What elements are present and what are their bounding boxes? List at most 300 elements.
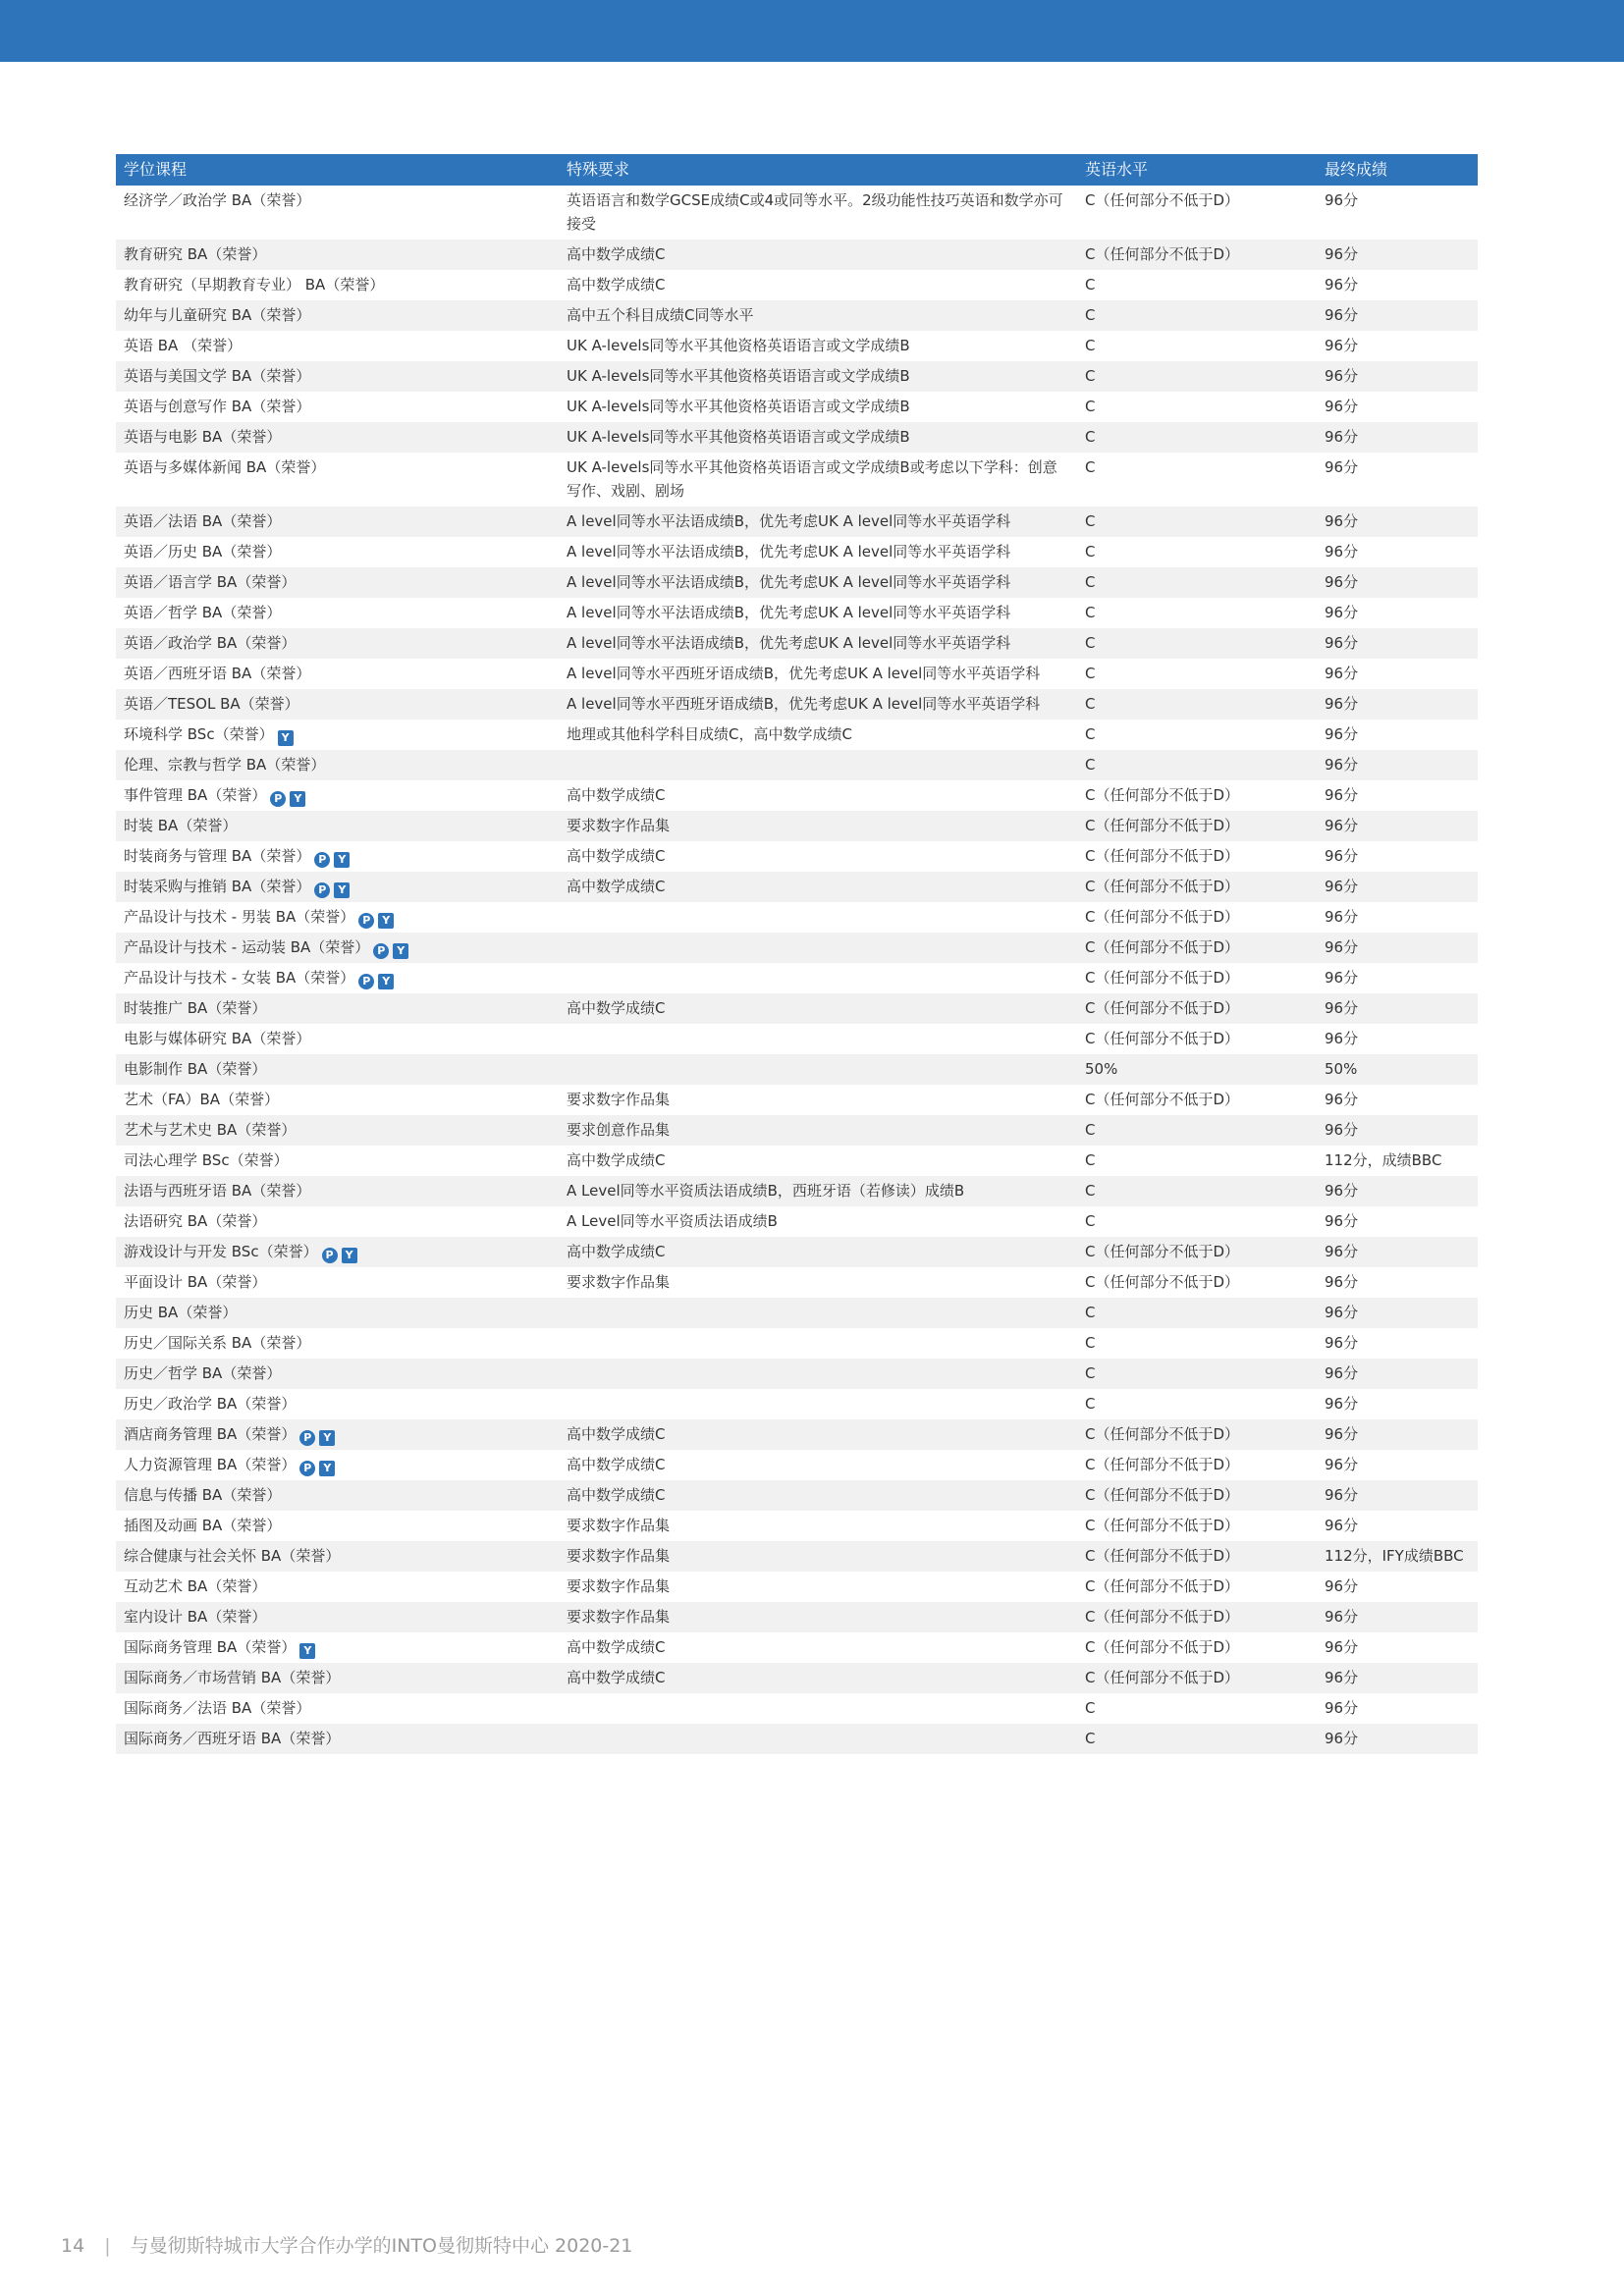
special-requirement-cell: A level同等水平法语成绩B，优先考虑UK A level同等水平英语学科: [567, 604, 1011, 621]
course-name: 时装商务与管理 BA（荣誉）: [124, 847, 311, 865]
course-name: 产品设计与技术 - 男装 BA（荣誉）: [124, 908, 355, 926]
course-name: 产品设计与技术 - 运动装 BA（荣誉）: [124, 938, 370, 956]
table-row: [116, 1024, 1478, 1054]
course-cell: [116, 1298, 559, 1328]
table-row: [116, 361, 1478, 392]
table-row: [116, 720, 1478, 750]
placement-p-icon: P: [358, 913, 374, 929]
english-level-cell: C（任何部分不低于D）: [1077, 1663, 1317, 1693]
special-requirement-cell: A level同等水平法语成绩B，优先考虑UK A level同等水平英语学科: [559, 507, 1077, 537]
special-requirement-cell: 高中数学成绩C: [559, 1237, 1077, 1267]
english-level-cell: C: [1077, 361, 1317, 392]
table-row: [116, 689, 1478, 720]
final-grade-cell: 96分: [1317, 240, 1478, 270]
final-grade-cell: 96分: [1325, 398, 1359, 415]
placement-p-icon: P: [314, 852, 330, 868]
table-row: [116, 270, 1478, 300]
course-cell: [116, 1389, 559, 1419]
final-grade-cell: 96分: [1325, 1456, 1359, 1473]
table-row: [116, 537, 1478, 567]
course-name: 教育研究（早期教育专业） BA（荣誉）: [124, 276, 385, 294]
table-row: [116, 598, 1478, 628]
course-name: 综合健康与社会关怀 BA（荣誉）: [124, 1547, 341, 1565]
english-level-cell: C（任何部分不低于D）: [1077, 1602, 1317, 1632]
final-grade-cell: 96分: [1317, 1115, 1478, 1146]
placement-y-icon: Y: [378, 913, 394, 929]
final-grade-cell: 96分: [1325, 1517, 1359, 1534]
course-cell: [116, 453, 559, 507]
english-level-cell: C（任何部分不低于D）: [1085, 786, 1240, 804]
special-requirement-cell: 高中数学成绩C: [567, 786, 666, 804]
special-requirement-cell: UK A-levels同等水平其他资格英语语言或文学成绩B或考虑以下学科：创意写作、戏剧、剧场: [567, 458, 1057, 500]
final-grade-cell: 96分: [1325, 1334, 1359, 1352]
course-cell: [116, 1511, 559, 1541]
table-header-row: [116, 154, 1478, 186]
final-grade-cell: 96分: [1317, 1419, 1478, 1450]
english-level-cell: C（任何部分不低于D）: [1077, 933, 1317, 963]
placement-p-icon: P: [299, 1461, 315, 1476]
table-row: [116, 841, 1478, 872]
table-body: [116, 186, 1478, 1754]
table-row: [116, 567, 1478, 598]
table-row: [116, 1359, 1478, 1389]
table-row: [116, 1450, 1478, 1480]
placement-y-icon: Y: [290, 791, 305, 807]
special-requirement-cell: [559, 1389, 1077, 1419]
english-level-cell: C（任何部分不低于D）: [1085, 1091, 1240, 1108]
placement-p-icon: P: [358, 974, 374, 989]
final-grade-cell: 96分: [1317, 567, 1478, 598]
special-requirement-cell: 高中数学成绩C: [559, 240, 1077, 270]
header-course: 学位课程: [116, 154, 559, 186]
table-row: [116, 1298, 1478, 1328]
course-name: 英语 BA （荣誉）: [124, 337, 243, 354]
final-grade-cell: 96分: [1317, 628, 1478, 659]
course-name: 历史／国际关系 BA（荣誉）: [124, 1334, 311, 1352]
final-grade-cell: 96分: [1317, 1663, 1478, 1693]
placement-p-icon: P: [314, 882, 330, 898]
english-level-cell: C: [1077, 1724, 1317, 1754]
course-cell: [116, 1663, 559, 1693]
table-row: [116, 1572, 1478, 1602]
final-grade-cell: 96分: [1325, 543, 1359, 561]
special-requirement-cell: 要求数字作品集: [559, 811, 1077, 841]
table-row: [116, 1328, 1478, 1359]
english-level-cell: C: [1085, 337, 1096, 354]
english-level-cell: C（任何部分不低于D）: [1077, 1237, 1317, 1267]
english-level-cell: C（任何部分不低于D）: [1077, 1480, 1317, 1511]
placement-p-icon: P: [322, 1248, 338, 1263]
course-cell: [116, 1267, 559, 1298]
special-requirement-cell: 高中数学成绩C: [559, 1663, 1077, 1693]
english-level-cell: C（任何部分不低于D）: [1077, 240, 1317, 270]
final-grade-cell: 96分: [1325, 337, 1359, 354]
placement-p-icon: P: [373, 943, 389, 959]
course-cell: [116, 659, 559, 689]
table-row: [116, 811, 1478, 841]
table-row: [116, 1237, 1478, 1267]
special-requirement-cell: [559, 1054, 1077, 1085]
final-grade-cell: 96分: [1325, 191, 1359, 209]
course-name: 游戏设计与开发 BSc（荣誉）: [124, 1243, 318, 1260]
course-cell: [116, 1146, 559, 1176]
course-name: 平面设计 BA（荣誉）: [124, 1273, 267, 1291]
english-level-cell: C（任何部分不低于D）: [1085, 969, 1240, 987]
course-name: 时装 BA（荣誉）: [124, 817, 238, 834]
table-row: [116, 872, 1478, 902]
table-row: [116, 963, 1478, 993]
special-requirement-cell: 要求创意作品集: [559, 1115, 1077, 1146]
special-requirement-cell: UK A-levels同等水平其他资格英语语言或文学成绩B: [567, 337, 910, 354]
table-row: [116, 1054, 1478, 1085]
special-requirement-cell: A level同等水平西班牙语成绩B，优先考虑UK A level同等水平英语学科: [559, 689, 1077, 720]
final-grade-cell: 96分: [1325, 276, 1359, 294]
course-name: 艺术（FA）BA（荣誉）: [124, 1091, 280, 1108]
english-level-cell: C: [1077, 300, 1317, 331]
placement-y-icon: Y: [378, 974, 394, 989]
placement-y-icon: Y: [342, 1248, 357, 1263]
english-level-cell: C（任何部分不低于D）: [1085, 191, 1240, 209]
course-cell: [116, 1237, 559, 1267]
course-cell: [116, 1359, 559, 1389]
english-level-cell: C（任何部分不低于D）: [1077, 1419, 1317, 1450]
course-name: 英语／哲学 BA（荣誉）: [124, 604, 282, 621]
course-name: 法语研究 BA（荣誉）: [124, 1212, 267, 1230]
table-row: [116, 1267, 1478, 1298]
course-name: 司法心理学 BSc（荣誉）: [124, 1151, 289, 1169]
placement-y-icon: Y: [393, 943, 408, 959]
english-level-cell: C: [1085, 604, 1096, 621]
course-name: 产品设计与技术 - 女装 BA（荣誉）: [124, 969, 355, 987]
final-grade-cell: 96分: [1325, 725, 1359, 743]
placement-y-icon: Y: [334, 852, 350, 868]
course-cell: [116, 1328, 559, 1359]
english-level-cell: C: [1077, 422, 1317, 453]
course-cell: [116, 872, 559, 902]
special-requirement-cell: 英语语言和数学GCSE成绩C或4或同等水平。2级功能性技巧英语和数学亦可接受: [567, 191, 1063, 233]
special-requirement-cell: 要求数字作品集: [567, 1091, 671, 1108]
course-cell: [116, 1206, 559, 1237]
course-cell: [116, 902, 559, 933]
placement-y-icon: Y: [319, 1461, 335, 1476]
special-requirement-cell: A level同等水平法语成绩B，优先考虑UK A level同等水平英语学科: [559, 628, 1077, 659]
course-cell: [116, 1085, 559, 1115]
course-cell: [116, 537, 559, 567]
special-requirement-cell: [559, 1298, 1077, 1328]
course-cell: [116, 1480, 559, 1511]
course-name: 教育研究 BA（荣誉）: [124, 245, 267, 263]
course-name: 英语／语言学 BA（荣誉）: [124, 573, 297, 591]
special-requirement-cell: A Level同等水平资质法语成绩B: [567, 1212, 778, 1230]
english-level-cell: C: [1085, 1395, 1096, 1413]
final-grade-cell: 96分: [1325, 969, 1359, 987]
english-level-cell: C: [1077, 689, 1317, 720]
top-banner: [0, 0, 1624, 62]
final-grade-cell: 112分，IFY成绩BBC: [1317, 1541, 1478, 1572]
table-row: [116, 331, 1478, 361]
final-grade-cell: 96分: [1317, 1298, 1478, 1328]
footer-separator: |: [104, 2235, 111, 2257]
final-grade-cell: 96分: [1317, 1724, 1478, 1754]
final-grade-cell: 96分: [1317, 933, 1478, 963]
final-grade-cell: 50%: [1317, 1054, 1478, 1085]
final-grade-cell: 96分: [1325, 847, 1359, 865]
course-cell: [116, 1115, 559, 1146]
table-row: [116, 628, 1478, 659]
english-level-cell: C（任何部分不低于D）: [1085, 1456, 1240, 1473]
header-final-grade: 最终成绩: [1317, 154, 1478, 186]
course-name: 时装采购与推销 BA（荣誉）: [124, 878, 311, 895]
special-requirement-cell: A Level同等水平资质法语成绩B，西班牙语（若修读）成绩B: [559, 1176, 1077, 1206]
course-name: 英语／法语 BA（荣誉）: [124, 512, 282, 530]
course-name: 国际商务／市场营销 BA（荣誉）: [124, 1669, 341, 1686]
course-cell: [116, 1419, 559, 1450]
table-row: [116, 1663, 1478, 1693]
course-cell: [116, 1724, 559, 1754]
special-requirement-cell: A level同等水平法语成绩B，优先考虑UK A level同等水平英语学科: [559, 567, 1077, 598]
course-cell: [116, 240, 559, 270]
english-level-cell: C（任何部分不低于D）: [1085, 1030, 1240, 1047]
course-cell: [116, 507, 559, 537]
footer-title: 与曼彻斯特城市大学合作办学的INTO曼彻斯特中心 2020-21: [130, 2235, 633, 2257]
final-grade-cell: 96分: [1317, 1176, 1478, 1206]
course-cell: [116, 422, 559, 453]
course-name: 插图及动画 BA（荣誉）: [124, 1517, 282, 1534]
english-level-cell: C: [1077, 750, 1317, 780]
course-name: 英语／政治学 BA（荣誉）: [124, 634, 297, 652]
english-level-cell: C: [1085, 458, 1096, 476]
final-grade-cell: 96分: [1325, 1699, 1359, 1717]
english-level-cell: C（任何部分不低于D）: [1085, 1517, 1240, 1534]
english-level-cell: C（任何部分不低于D）: [1077, 872, 1317, 902]
final-grade-cell: 96分: [1317, 689, 1478, 720]
course-name: 英语与美国文学 BA（荣誉）: [124, 367, 311, 385]
course-name: 时装推广 BA（荣誉）: [124, 999, 267, 1017]
english-level-cell: C: [1085, 725, 1096, 743]
english-level-cell: C: [1085, 543, 1096, 561]
special-requirement-cell: UK A-levels同等水平其他资格英语语言或文学成绩B: [559, 361, 1077, 392]
table-row: [116, 1541, 1478, 1572]
final-grade-cell: 96分: [1325, 1395, 1359, 1413]
special-requirement-cell: [559, 1724, 1077, 1754]
special-requirement-cell: [559, 1359, 1077, 1389]
course-cell: [116, 811, 559, 841]
course-name: 国际商务／西班牙语 BA（荣誉）: [124, 1730, 341, 1747]
english-level-cell: C: [1077, 567, 1317, 598]
table-row: [116, 1206, 1478, 1237]
page-number: 14: [61, 2235, 85, 2257]
course-cell: [116, 186, 559, 240]
special-requirement-cell: UK A-levels同等水平其他资格英语语言或文学成绩B: [559, 422, 1077, 453]
english-level-cell: C（任何部分不低于D）: [1077, 993, 1317, 1024]
course-name: 电影与媒体研究 BA（荣誉）: [124, 1030, 311, 1047]
special-requirement-cell: 高中数学成绩C: [559, 993, 1077, 1024]
course-name: 事件管理 BA（荣誉）: [124, 786, 267, 804]
course-name: 幼年与儿童研究 BA（荣誉）: [124, 306, 311, 324]
course-cell: [116, 1024, 559, 1054]
header-english-level: 英语水平: [1077, 154, 1317, 186]
special-requirement-cell: [559, 963, 1077, 993]
table-row: [116, 1602, 1478, 1632]
course-cell: [116, 361, 559, 392]
final-grade-cell: 96分: [1325, 1030, 1359, 1047]
course-cell: [116, 841, 559, 872]
placement-y-icon: Y: [319, 1430, 335, 1446]
final-grade-cell: 112分，成绩BBC: [1325, 1151, 1442, 1169]
course-name: 电影制作 BA（荣誉）: [124, 1060, 267, 1078]
course-requirements-table: [116, 154, 1478, 1754]
final-grade-cell: 96分: [1317, 811, 1478, 841]
course-name: 酒店商务管理 BA（荣誉）: [124, 1425, 297, 1443]
final-grade-cell: 96分: [1317, 361, 1478, 392]
placement-y-icon: Y: [299, 1643, 315, 1659]
course-name: 英语／西班牙语 BA（荣誉）: [124, 665, 311, 682]
special-requirement-cell: [559, 1024, 1077, 1054]
final-grade-cell: 96分: [1325, 786, 1359, 804]
course-cell: [116, 270, 559, 300]
special-requirement-cell: 高中数学成绩C: [559, 1480, 1077, 1511]
final-grade-cell: 96分: [1317, 993, 1478, 1024]
table-row: [116, 750, 1478, 780]
special-requirement-cell: 高中数学成绩C: [567, 847, 666, 865]
english-level-cell: C: [1077, 507, 1317, 537]
english-level-cell: C: [1077, 628, 1317, 659]
special-requirement-cell: [559, 933, 1077, 963]
course-name: 室内设计 BA（荣誉）: [124, 1608, 267, 1626]
special-requirement-cell: 地理或其他科学科目成绩C，高中数学成绩C: [567, 725, 852, 743]
english-level-cell: C: [1085, 1699, 1096, 1717]
final-grade-cell: 96分: [1325, 604, 1359, 621]
final-grade-cell: 96分: [1325, 1577, 1359, 1595]
course-cell: [116, 689, 559, 720]
course-name: 环境科学 BSc（荣誉）: [124, 725, 274, 743]
course-name: 英语与电影 BA（荣誉）: [124, 428, 282, 446]
english-level-cell: C（任何部分不低于D）: [1077, 811, 1317, 841]
final-grade-cell: 96分: [1325, 1091, 1359, 1108]
course-cell: [116, 628, 559, 659]
placement-y-icon: Y: [278, 730, 294, 746]
course-name: 人力资源管理 BA（荣誉）: [124, 1456, 297, 1473]
final-grade-cell: 96分: [1317, 1480, 1478, 1511]
page-footer: [61, 2231, 632, 2258]
table-row: [116, 659, 1478, 689]
special-requirement-cell: 高中数学成绩C: [567, 276, 666, 294]
english-level-cell: C（任何部分不低于D）: [1085, 847, 1240, 865]
table-row: [116, 780, 1478, 811]
special-requirement-cell: 要求数字作品集: [559, 1602, 1077, 1632]
course-name: 法语与西班牙语 BA（荣誉）: [124, 1182, 311, 1200]
course-cell: [116, 1632, 559, 1663]
table-row: [116, 300, 1478, 331]
course-cell: [116, 750, 559, 780]
english-level-cell: C: [1077, 1359, 1317, 1389]
special-requirement-cell: 高中数学成绩C: [559, 872, 1077, 902]
placement-p-icon: P: [270, 791, 286, 807]
course-name: 历史／政治学 BA（荣誉）: [124, 1395, 297, 1413]
final-grade-cell: 96分: [1317, 1359, 1478, 1389]
english-level-cell: C（任何部分不低于D）: [1077, 1541, 1317, 1572]
special-requirement-cell: A level同等水平法语成绩B，优先考虑UK A level同等水平英语学科: [567, 543, 1011, 561]
course-name: 英语／历史 BA（荣誉）: [124, 543, 282, 561]
table-row: [116, 1389, 1478, 1419]
course-name: 英语与多媒体新闻 BA（荣誉）: [124, 458, 326, 476]
final-grade-cell: 96分: [1325, 665, 1359, 682]
course-cell: [116, 598, 559, 628]
english-level-cell: C: [1077, 1298, 1317, 1328]
special-requirement-cell: A level同等水平西班牙语成绩B，优先考虑UK A level同等水平英语学科: [567, 665, 1041, 682]
table-row: [116, 422, 1478, 453]
special-requirement-cell: 要求数字作品集: [567, 1517, 671, 1534]
header-special-requirements: 特殊要求: [559, 154, 1077, 186]
course-name: 国际商务管理 BA（荣誉）: [124, 1638, 297, 1656]
course-name: 历史 BA（荣誉）: [124, 1304, 238, 1321]
english-level-cell: 50%: [1077, 1054, 1317, 1085]
special-requirement-cell: [559, 902, 1077, 933]
course-name: 艺术与艺术史 BA（荣誉）: [124, 1121, 297, 1139]
placement-y-icon: Y: [334, 882, 350, 898]
final-grade-cell: 96分: [1317, 507, 1478, 537]
course-cell: [116, 1176, 559, 1206]
final-grade-cell: 96分: [1325, 1273, 1359, 1291]
course-name: 英语／TESOL BA（荣誉）: [124, 695, 299, 713]
table-row: [116, 902, 1478, 933]
final-grade-cell: 96分: [1317, 300, 1478, 331]
table-row: [116, 1693, 1478, 1724]
english-level-cell: C（任何部分不低于D）: [1085, 1273, 1240, 1291]
final-grade-cell: 96分: [1317, 872, 1478, 902]
course-cell: [116, 993, 559, 1024]
course-cell: [116, 392, 559, 422]
course-cell: [116, 567, 559, 598]
course-cell: [116, 331, 559, 361]
final-grade-cell: 96分: [1325, 1638, 1359, 1656]
course-name: 国际商务／法语 BA（荣誉）: [124, 1699, 311, 1717]
course-name: 历史／哲学 BA（荣誉）: [124, 1364, 282, 1382]
course-cell: [116, 1572, 559, 1602]
english-level-cell: C: [1085, 665, 1096, 682]
course-cell: [116, 300, 559, 331]
final-grade-cell: 96分: [1317, 1602, 1478, 1632]
table-row: [116, 1085, 1478, 1115]
english-level-cell: C: [1077, 1115, 1317, 1146]
course-name: 英语与创意写作 BA（荣誉）: [124, 398, 311, 415]
course-cell: [116, 1693, 559, 1724]
special-requirement-cell: [559, 750, 1077, 780]
course-cell: [116, 1602, 559, 1632]
table-row: [116, 1146, 1478, 1176]
course-cell: [116, 963, 559, 993]
final-grade-cell: 96分: [1325, 1212, 1359, 1230]
table-row: [116, 933, 1478, 963]
english-level-cell: C: [1085, 1334, 1096, 1352]
table-row: [116, 1115, 1478, 1146]
english-level-cell: C: [1085, 276, 1096, 294]
course-name: 信息与传播 BA（荣誉）: [124, 1486, 282, 1504]
table-row: [116, 186, 1478, 240]
course-name: 经济学／政治学 BA（荣誉）: [124, 191, 311, 209]
course-cell: [116, 1450, 559, 1480]
course-name: 伦理、宗教与哲学 BA（荣誉）: [124, 756, 326, 774]
english-level-cell: C: [1085, 1151, 1096, 1169]
final-grade-cell: 96分: [1325, 908, 1359, 926]
table-row: [116, 1511, 1478, 1541]
table-row: [116, 993, 1478, 1024]
table-row: [116, 453, 1478, 507]
special-requirement-cell: [559, 1693, 1077, 1724]
course-name: 互动艺术 BA（荣誉）: [124, 1577, 267, 1595]
course-cell: [116, 720, 559, 750]
table-row: [116, 1724, 1478, 1754]
